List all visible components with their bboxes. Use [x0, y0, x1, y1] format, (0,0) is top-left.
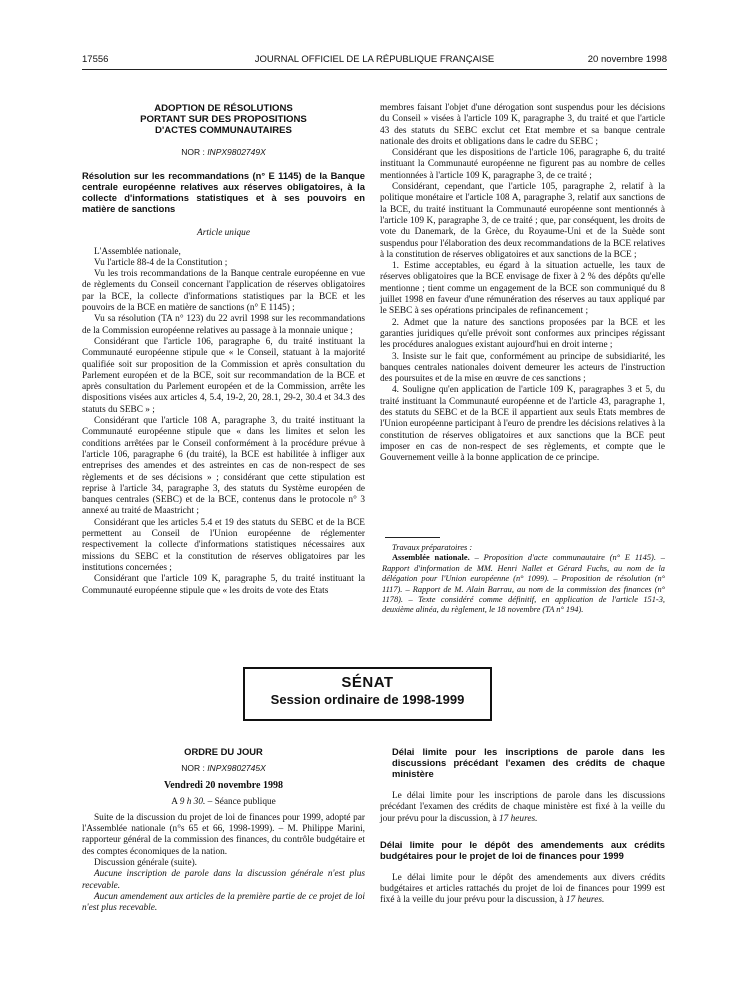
right-paragraph: 3. Insiste sur le fait que, conformément au principe de subsidiarité, les banques centrales nationales doivent demeurer les acteurs de l'instruction des poursuites et de la mise en œuvre de ces sanctions ; — [380, 351, 665, 385]
agenda-note: Aucune inscription de parole dans la discussion générale n'est plus recevable. — [82, 869, 365, 891]
footnote-body — [382, 553, 665, 615]
senat-banner — [243, 667, 492, 721]
journal-title: JOURNAL OFFICIEL DE LA RÉPUBLIQUE FRANÇAISE — [254, 54, 495, 65]
session-time — [82, 797, 365, 808]
nor-code: INPX9802745X — [207, 763, 266, 773]
adoption-title-line-2: PORTANT SUR DES PROPOSITIONS — [140, 114, 307, 125]
ordre-du-jour-title: ORDRE DU JOUR — [184, 746, 263, 757]
footnote-text: – Proposition d'acte communautaire (n° E 1145). – Rapport d'information de MM. Henri Nallet et Gérard Fuchs, au nom de la délégation pour l'Union européenne (n° 1099). – Proposition de résolution (n° 1117). – Rapport de M. Alain Barrau, au nom de la commission des finances (n° 1178). – Texte considéré comme définitif, en application de l'article 151-3, deuxième alinéa, du règlement, le 18 novembre (TA n° 194). — [382, 553, 665, 615]
resolution-title: Résolution sur les recommandations (n° E 1145) de la Banque centrale européenne relatives aux réserves obligatoires, à la collecte d'informations statistiques et à ses pouvoirs en matière de sanctions — [82, 170, 365, 215]
senat-subtitle: Session ordinaire de 1998-1999 — [270, 692, 465, 707]
parole-text: Le délai limite pour les inscriptions de parole dans les discussions précédant l'examen des crédits de chaque ministère est fixé à la veille du jour prévu pour la discussion, à — [380, 791, 665, 824]
page-header — [82, 54, 667, 68]
agenda-paragraph: Discussion générale (suite). — [94, 858, 198, 869]
right-paragraph: membres faisant l'objet d'une dérogation sont suspendus pour les décisions du Conseil » visées à l'article 109 K, paragraphe 3, du traité et que l'article 43 des statuts du SEBC exclut cet Etat membre et sa banque centrale nationale des droits et obligations dans le cadre du SEBC ; — [380, 103, 665, 147]
left-paragraph: Vu sa résolution (TA n° 123) du 22 avril 1998 sur les recommandations de la Commission européenne relatives au passage à la monnaie unique ; — [82, 314, 365, 336]
agenda-note: Aucun amendement aux articles de la première partie de ce projet de loi n'est plus recevable. — [82, 891, 365, 914]
parole-deadline-text — [380, 791, 665, 825]
right-paragraph: 4. Souligne qu'en application de l'article 109 K, paragraphes 3 et 5, du traité instituant la Communauté européenne et de l'article 43, paragraphe 1, des statuts du SEBC et de la BCE il appartient aux seuls Etats membres de l'Union européenne participant à l'euro de prendre les décisions relatives à la constitution de réserves obligatoires et aux sanctions que la BCE peut imposer en cas de non-respect de ses règlements, et compte que le Gouvernement veille à la bonne application de ce principe. — [380, 385, 665, 464]
agenda-paragraph: Suite de la discussion du projet de loi de finances pour 1999, adopté par l'Assemblée nationale (n°s 65 et 66, 1998-1999). – M. Philippe Marini, rapporteur général de la commission des finances, du contrôle budgétaire et des comptes économiques de la nation. — [82, 812, 365, 857]
nor-prefix: NOR : — [181, 147, 208, 157]
footnote-rule — [385, 537, 440, 538]
time-prefix: A — [171, 796, 180, 807]
footnote — [382, 543, 665, 616]
issue-date: 20 novembre 1998 — [587, 54, 667, 65]
right-column — [380, 103, 665, 465]
parole-deadline-title: Délai limite pour les inscriptions de parole dans les discussions précédant l'examen des crédits de chaque ministère — [392, 746, 665, 779]
session-day: Vendredi 20 novembre 1998 — [164, 780, 283, 792]
right-paragraph: Considérant que les dispositions de l'article 106, paragraphe 6, du traité instituant la Communauté européenne ne figurent pas au nombre de celles mentionnées à l'article 109 K, paragraphe 3, de ce traité ; — [380, 148, 665, 181]
senat-title: SÉNAT — [341, 674, 394, 691]
footnote-label: Assemblée nationale. — [392, 553, 470, 563]
left-paragraph: Vu les trois recommandations de la Banque centrale européenne en vue de règlements du Conseil concernant l'application de réserves obligatoires par la BCE, la collecte d'informations statistiques par la BCE et les pouvoirs de la BCE en matière de sanctions (n° E 1145) ; — [82, 269, 365, 314]
right-paragraph: 2. Admet que la nature des sanctions proposées par la BCE et les garanties juridiques qu'elle prévoit sont conformes aux principes régissant les procédures analogues existant aujourd'hui en droit interne ; — [380, 317, 665, 351]
left-paragraph: Considérant que l'article 109 K, paragraphe 5, du traité instituant la Communauté européenne stipule que « les droits de vote des Etats — [82, 574, 365, 596]
left-paragraph: Considérant que l'article 106, paragraphe 6, du traité instituant la Communauté européenne stipule que « le Conseil, statuant à la majorité qualifiée soit sur proposition de la Commission et après consultation du Parlement européen et de la BCE, soit sur recommandation de la BCE et après consultation du Parlement européen et de la Commission, arrête les dispositions visées aux articles 4, 5.4, 19-2, 20, 28.1, 29-2, 30.4 et 34.3 des statuts du SEBC » ; — [82, 336, 365, 415]
footnote-heading: Travaux préparatoires : — [392, 543, 473, 552]
nor-code: INPX9802749X — [207, 147, 266, 157]
parole-time: 17 heures. — [499, 813, 538, 824]
adoption-title-line-3: D'ACTES COMMUNAUTAIRES — [155, 125, 292, 136]
left-paragraph: Vu l'article 88-4 de la Constitution ; — [94, 257, 228, 268]
delais-column — [380, 746, 665, 907]
ordre-du-jour-column — [82, 746, 365, 915]
left-paragraph: L'Assemblée nationale, — [94, 246, 181, 257]
header-rule — [82, 69, 667, 70]
left-paragraph: Considérant que l'article 108 A, paragraphe 3, du traité instituant la Communauté européenne stipule que « dans les limites et selon les conditions arrêtées par le Conseil conformément à la procédure prévue à l'article 106, paragraphe 6 (du traité), la BCE est habilitée à infliger aux entreprises des amendes et des astreintes en cas de non-respect de ses règlements et de ses décisions » ; considérant que cette stipulation est reprise à l'article 34, paragraphe 3, des statuts du Système européen de banques centrales (SEBC) et de la BCE, contenus dans le protocole n° 3 annexé au traité de Maastricht ; — [82, 416, 365, 517]
adoption-title-line-1: ADOPTION DE RÉSOLUTIONS — [154, 103, 293, 114]
page-number: 17556 — [82, 54, 109, 65]
right-paragraph: 1. Estime acceptables, eu égard à la situation actuelle, les taux de réserves obligatoires que la BCE envisage de fixer à 2 % des dépôts qu'elle mentionne ; tient comme un engagement de la BCE son communiqué du 8 juillet 1998 en faveur d'une rémunération des réserves au taux appliqué par le SEBC à ses opérations principales de refinancement ; — [380, 261, 665, 317]
adoption-nor — [82, 147, 365, 158]
left-paragraph: Considérant que les articles 5.4 et 19 des statuts du SEBC et de la BCE permettent au Conseil de l'Union européenne de réglementer respectivement la collecte d'informations statistiques nécessaires aux missions du SEBC et la constitution de réserves obligatoires par les institutions concernées ; — [82, 517, 365, 573]
ordre-nor — [82, 763, 365, 774]
left-column — [82, 103, 365, 597]
amend-deadline-text — [380, 873, 665, 907]
nor-prefix: NOR : — [181, 763, 208, 773]
amend-time: 17 heures. — [565, 895, 605, 906]
time-suffix: – Séance publique — [205, 796, 276, 807]
amend-text: Le délai limite pour le dépôt des amendements aux divers crédits budgétaires et articles rattachés du projet de loi de finances pour 1999 est fixé à la veille du jour prévu pour la discussion, à — [380, 872, 665, 906]
amend-deadline-title: Délai limite pour le dépôt des amendements aux crédits budgétaires pour le projet de loi de finances pour 1999 — [380, 838, 665, 861]
session-hour: 9 h 30. — [179, 796, 206, 807]
right-paragraph: Considérant, cependant, que l'article 105, paragraphe 2, relatif à la politique monétaire et l'article 108 A, paragraphe 3, relatif aux sanctions de la BCE, du traité instituant la Communauté européenne sont mentionnés à l'article 109 K, paragraphe 3, de ce traité ; que, par conséquent, les droits de vote du Danemark, de la Grèce, du Royaume-Uni et de la Suède sont suspendus pour l'élaboration des deux recommandations de la BCE relatives à la constitution de réserves obligatoires et aux sanctions de la BCE ; — [380, 182, 665, 260]
article-heading: Article unique — [197, 228, 250, 239]
